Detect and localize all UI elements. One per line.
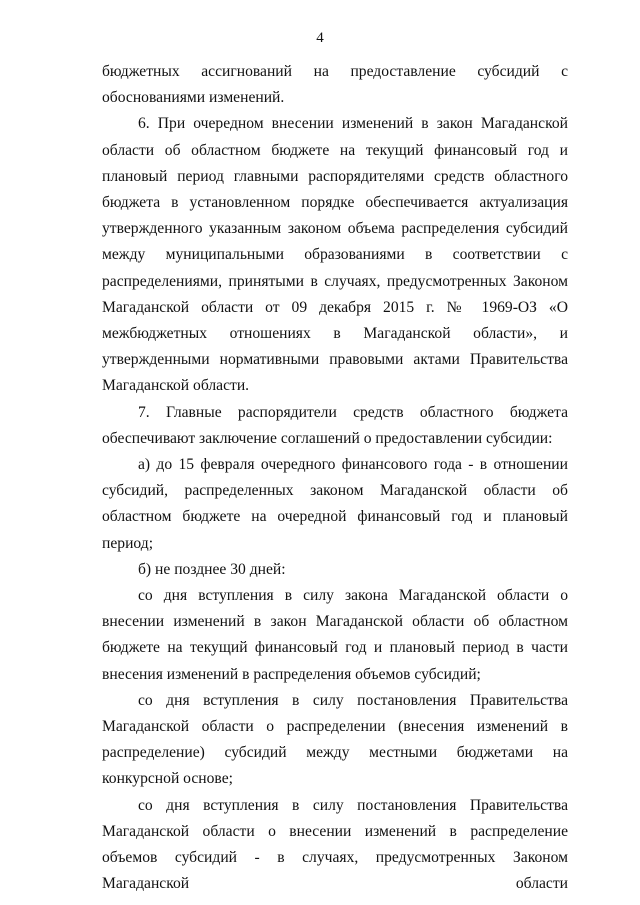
- paragraph-clause-2: со дня вступления в силу постановления Правительства Магаданской области о распределении (внесения изменений в распределение) субсидий между местными бюджетами на конкурсной основе;: [102, 691, 568, 788]
- paragraph-item-7: 7. Главные распорядители средств областного бюджета обеспечивают заключение соглашений о предоставлении субсидии:: [102, 403, 568, 447]
- document-body: [102, 59, 568, 898]
- paragraph-clause-1: со дня вступления в силу закона Магаданской области о внесении изменений в закон Магаданской области об областном бюджете на текущий финансовый год и плановый период в части внесения изменений в распределения объемов субсидий;: [102, 587, 568, 683]
- paragraph-clause-3: со дня вступления в силу постановления Правительства Магаданской области о внесении изменений в распределение объемов субсидий - в случаях, предусмотренных Законом Магаданской области: [102, 796, 568, 893]
- page-number: 4: [316, 30, 324, 46]
- paragraph-continuation: бюджетных ассигнований на предоставление субсидий с обоснованиями изменений.: [102, 63, 568, 107]
- paragraph-subitem-b: б) не позднее 30 дней:: [138, 560, 286, 578]
- paragraph-subitem-a: а) до 15 февраля очередного финансового года - в отношении субсидий, распределенных законом Магаданской области об областном бюджете на очередной финансовый год и плановый период;: [102, 456, 568, 552]
- paragraph-item-6: 6. При очередном внесении изменений в закон Магаданской области об областном бюджете на текущий финансовый год и плановый период главными распорядителями средств областного бюджета в установленном порядке обеспечивается актуализация утвержденного указанным законом объема распределения субсидий между муниципальными образованиями в соответствии с распределениями, принятыми в случаях, предусмотренных Законом Магаданской области от 09 декабря 2015 г. № 1969-ОЗ «О межбюджетных отношениях в Магаданской области», и утвержденными нормативными правовыми актами Правительства Магаданской области.: [102, 115, 568, 395]
